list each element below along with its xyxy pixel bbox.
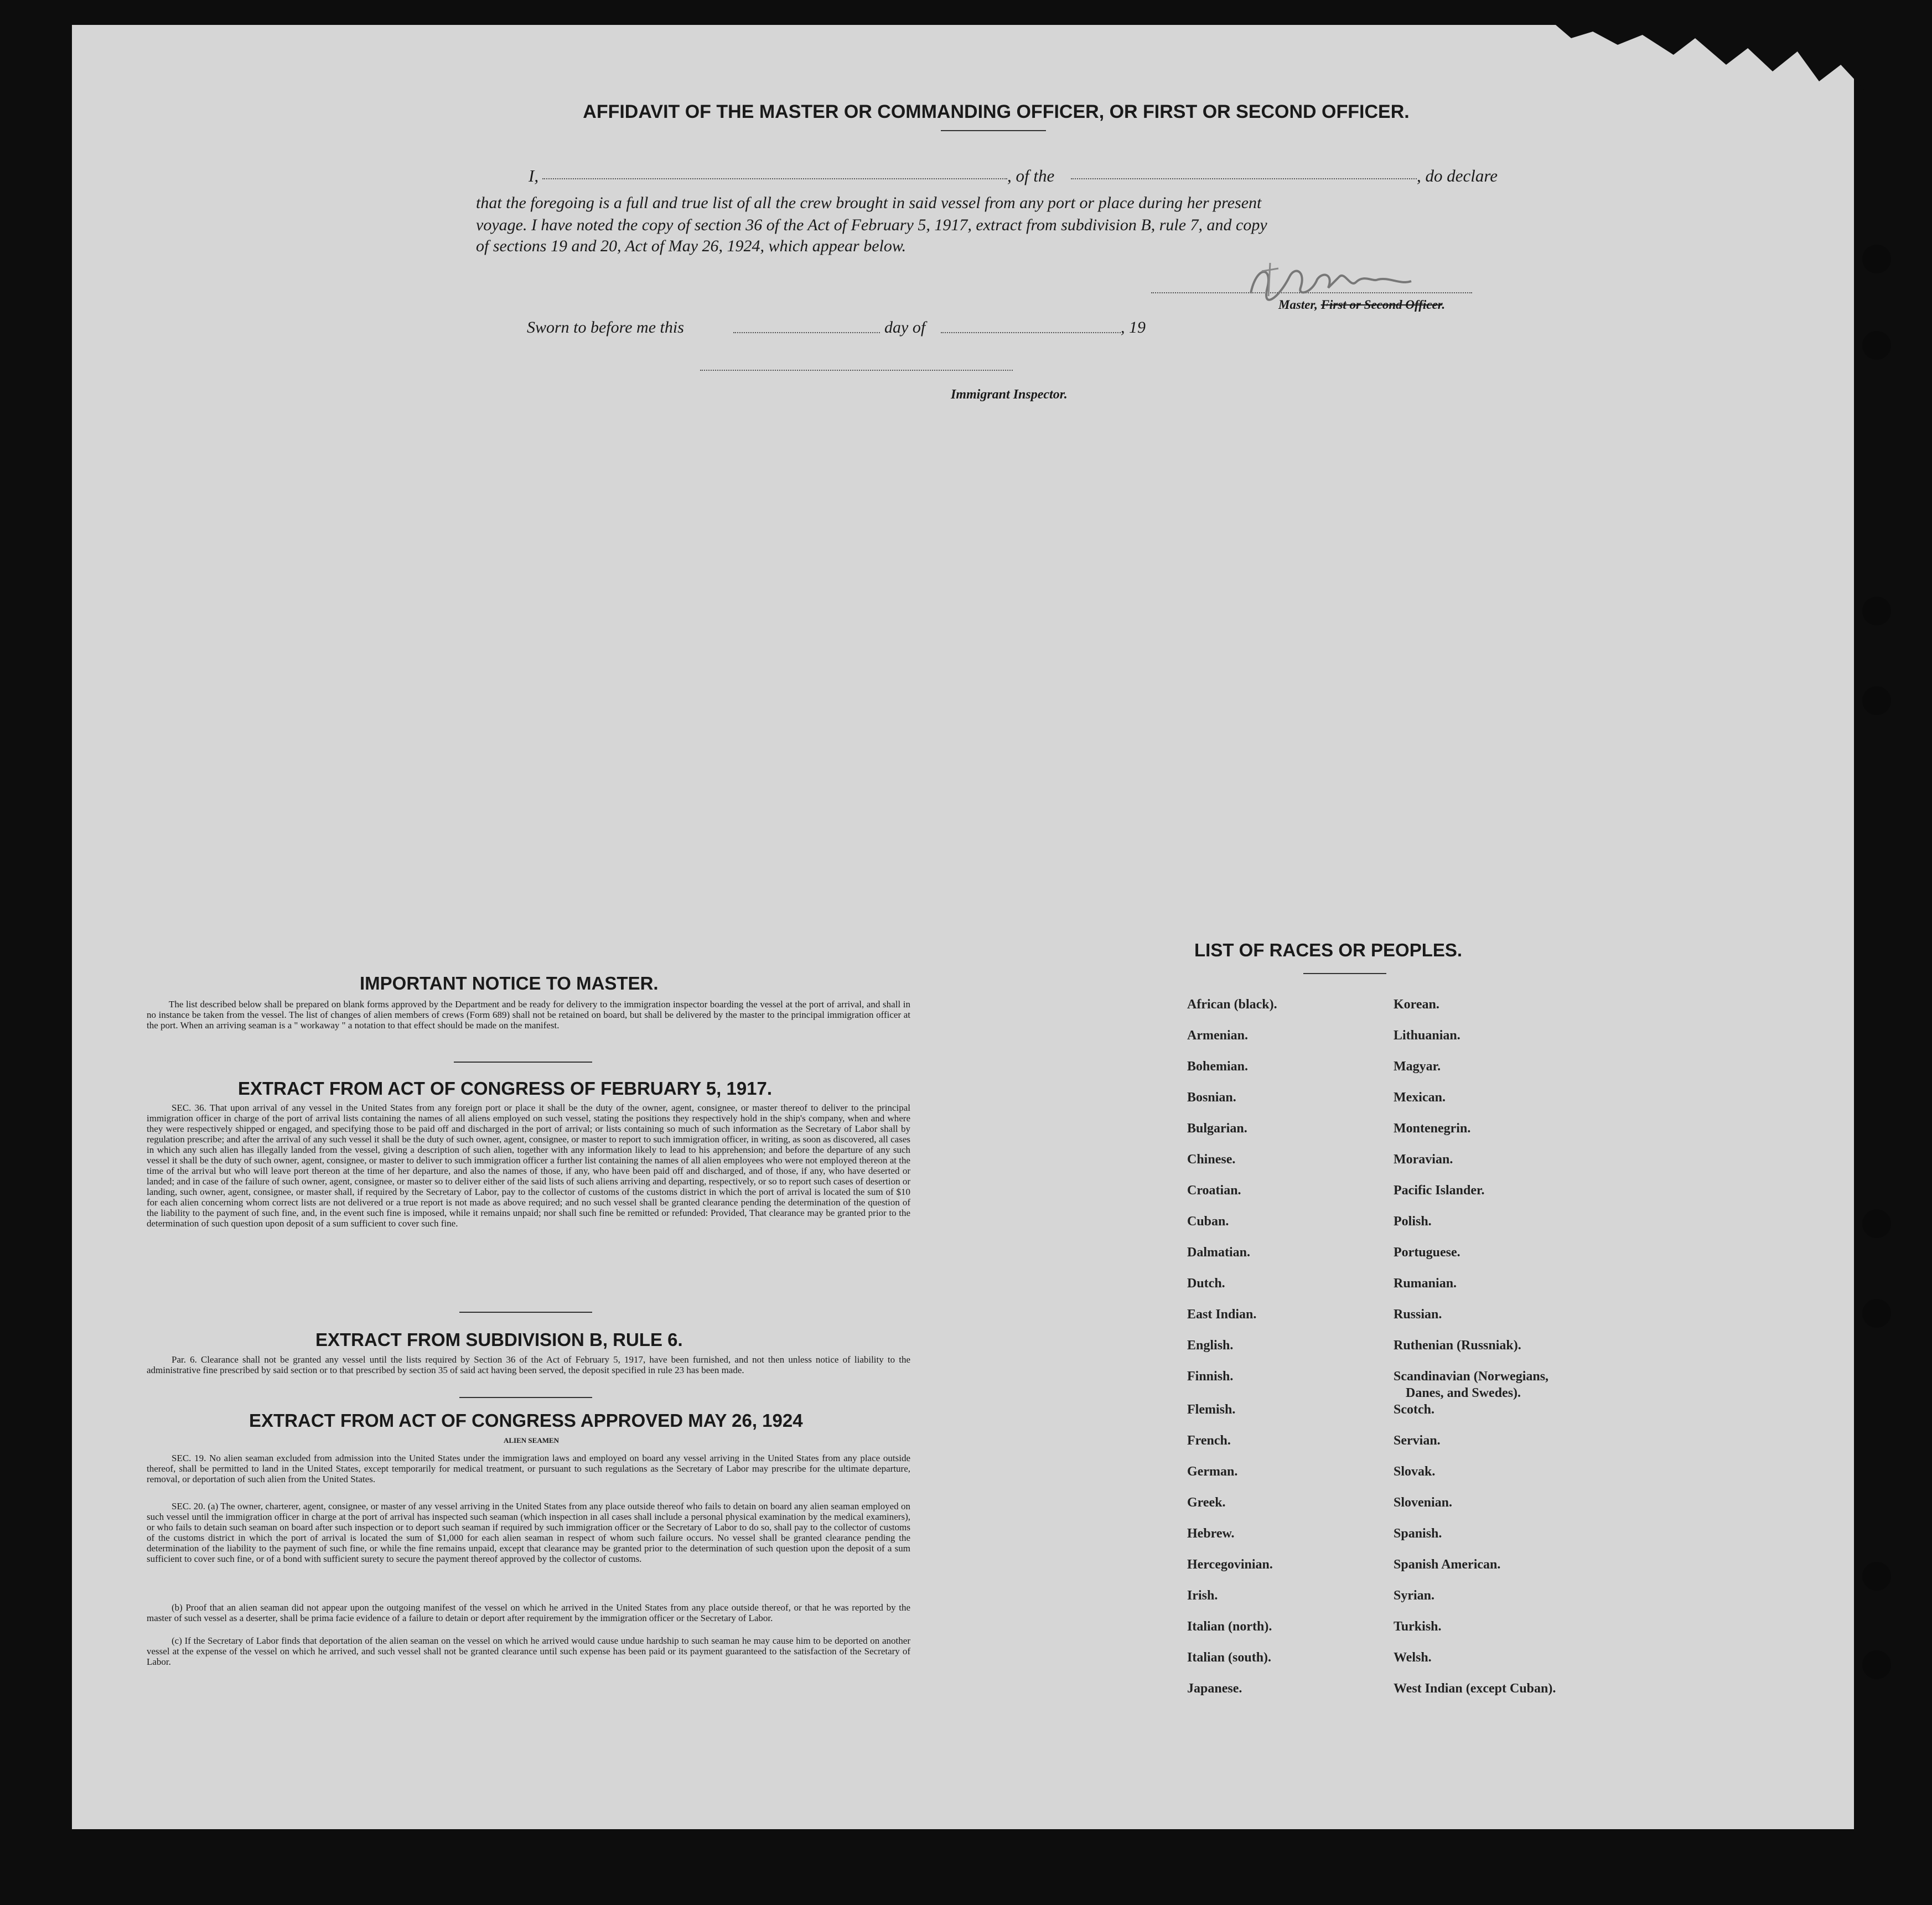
race-item: English. xyxy=(1187,1338,1234,1353)
divider xyxy=(459,1397,592,1398)
extract-1917-text: SEC. 36. That upon arrival of any vessel in the United States from any foreign port or place it shall be the duty of the owner, agent, consignee, or master thereof to deliver to the principal immigration officer in charge of the port of arrival lists containing the names of all aliens employed on such vessel, stating the positions they respectively hold in the ship's company, when and where they were respectively shipped or engaged, and specifying those to be paid off and discharged in the port of arrival; or lists containing so much of such information as the Secretary of Labor shall by regulation prescribe; and after the arrival of any such vessel it shall be the duty of such owner, agent, consignee, or master to report to such immigration officer, in writing, as soon as discovered, all cases in which any such alien has illegally landed from the vessel, giving a description of such alien, together with any information likely to lead to his apprehension; and before the departure of any such vessel it shall be the duty of such owner, agent, consignee, or master to deliver to such immigration officer a further list containing the names of all alien employees who were not employed thereon at the time of the arrival but who will leave port thereon at the time of her departure, and also the names of those, if any, who have been paid off and discharged, and of those, if any, who have deserted or landed; and in case of the failure of such owner, agent, consignee, or master so to deliver either of the said lists of such aliens arriving and departing, respectively, or so to report such cases of desertion or landing, such owner, agent, consignee, or master shall, if required by the Secretary of Labor, pay to the collector of customs of the customs district in which the port of arrival is located the sum of $10 for each alien concerning whom correct lists are not delivered or a true report is not made as above required; and no such vessel shall be granted clearance pending the determination of the question of the liability to the payment of such fine, and, in the event such fine is imposed, while it remains unpaid; nor shall such fine be remitted or refunded: Provided, That clearance may be granted prior to the determination of such question upon deposit of a sum sufficient to cover such fine. xyxy=(147,1102,910,1229)
signature-caption xyxy=(1278,298,1445,312)
race-item: Servian. xyxy=(1394,1433,1441,1448)
race-item: East Indian. xyxy=(1187,1307,1257,1322)
signature-struck-text: First or Second Officer xyxy=(1320,298,1442,312)
race-item: Bulgarian. xyxy=(1187,1121,1247,1136)
title-underline xyxy=(941,130,1046,131)
sworn-day-field[interactable] xyxy=(733,332,880,333)
declaration-line-3: of sections 19 and 20, Act of May 26, 1924, which appear below. xyxy=(476,237,907,255)
race-item: Spanish American. xyxy=(1394,1557,1501,1572)
sec20c-text: (c) If the Secretary of Labor finds that deportation of the alien seaman on the vessel on which he arrived would cause undue hardship to such seaman he may cause him to be deported on another vessel at the expense of the vessel on which he arrived, and such vessel shall not be granted clearance until such expense has been paid or its payment guaranteed to the satisfaction of the Secretary of Labor. xyxy=(147,1635,910,1667)
punch-hole xyxy=(1862,1650,1891,1679)
race-item: Croatian. xyxy=(1187,1183,1241,1198)
race-item: Slovenian. xyxy=(1394,1495,1453,1510)
inspector-label: Immigrant Inspector. xyxy=(951,387,1068,402)
inspector-signature-line[interactable] xyxy=(700,370,1013,371)
do-declare-label: , do declare xyxy=(1417,166,1498,185)
race-item: Scandinavian (Norwegians, xyxy=(1394,1369,1549,1384)
year-label: , 19 xyxy=(1121,318,1146,337)
race-item: Italian (south). xyxy=(1187,1650,1272,1665)
extract-1917-title: EXTRACT FROM ACT OF CONGRESS OF FEBRUARY 5, 1917. xyxy=(238,1078,773,1099)
race-item: Japanese. xyxy=(1187,1681,1242,1696)
race-item: Welsh. xyxy=(1394,1650,1432,1665)
race-item: Irish. xyxy=(1187,1588,1218,1603)
race-item: Pacific Islander. xyxy=(1394,1183,1485,1198)
sec20a-text: SEC. 20. (a) The owner, charterer, agent, consignee, or master of any vessel arriving in the United States from any place outside thereof who fails to detain on board any alien seaman employed on such vessel until the immigration officer in charge at the port of arrival has inspected such seaman (which inspection in all cases shall include a personal physical examination by the medical examiners), or who fails to detain such seaman on board after such inspection or to deport such seaman if required by such immigration officer or the Secretary of Labor to do so, shall pay to the collector of customs of the customs district in which the port of arrival is located the sum of $1,000 for each alien seaman in respect of whom such failure occurs. No vessel shall be granted clearance pending the determination of the liability to the payment of such fine, or while the fine remains unpaid, except that clearance may be granted prior to the determination of such question upon the deposit of a sum sufficient to cover such fine, or of a bond with sufficient surety to secure the payment thereof approved by the collector of customs. xyxy=(147,1501,910,1564)
race-item: Magyar. xyxy=(1394,1059,1441,1074)
subdivision-title: EXTRACT FROM SUBDIVISION B, RULE 6. xyxy=(315,1329,683,1350)
race-item: Hercegovinian. xyxy=(1187,1557,1273,1572)
race-item: Danes, and Swedes). xyxy=(1406,1386,1521,1400)
affidavit-title: AFFIDAVIT OF THE MASTER OR COMMANDING OFFICER, OR FIRST OR SECOND OFFICER. xyxy=(583,101,1410,122)
race-item: Spanish. xyxy=(1394,1526,1442,1541)
sec19-text: SEC. 19. No alien seaman excluded from admission into the United States under the immigration laws and employed on board any vessel arriving in the United States from any place outside thereof, shall be permitted to land in the United States, except temporarily for medical treatment, or pursuant to such regulations as the Secretary of Labor may prescribe for the ultimate departure, removal, or deportation of such alien from the United States. xyxy=(147,1453,910,1484)
race-item: Mexican. xyxy=(1394,1090,1446,1105)
race-item: Ruthenian (Russniak). xyxy=(1394,1338,1521,1353)
race-item: Italian (north). xyxy=(1187,1619,1272,1634)
punch-hole xyxy=(1862,686,1891,715)
races-title: LIST OF RACES OR PEOPLES. xyxy=(1194,940,1463,960)
subdivision-text: Par. 6. Clearance shall not be granted any vessel until the lists required by Section 36 of the Act of February 5, 1917, have been furnished, and not then unless notice of liability to the administrative fine prescribed by said section or to that prescribed by section 35 of said act having been served, the deposit specified in rule 23 has been made. xyxy=(147,1354,910,1375)
races-underline xyxy=(1303,973,1386,974)
race-item: Bohemian. xyxy=(1187,1059,1249,1074)
race-item: Hebrew. xyxy=(1187,1526,1235,1541)
punch-hole xyxy=(1862,331,1891,360)
race-item: African (black). xyxy=(1187,997,1277,1012)
sec20b-text: (b) Proof that an alien seaman did not appear upon the outgoing manifest of the vessel on which he arrived in the United States from any place outside thereof, or that he was reported by the master of such vessel as a deserter, shall be prima facie evidence of a failure to detain or deport after requirement by the immigration officer or the Secretary of Labor. xyxy=(147,1602,910,1623)
name-field[interactable] xyxy=(542,178,1007,179)
i-label: I, xyxy=(529,166,539,185)
race-item: Rumanian. xyxy=(1394,1276,1457,1291)
race-item: Slovak. xyxy=(1394,1464,1436,1479)
race-item: Turkish. xyxy=(1394,1619,1442,1634)
race-item: Dalmatian. xyxy=(1187,1245,1250,1260)
punch-hole xyxy=(1862,1209,1891,1238)
notice-text: The list described below shall be prepared on blank forms approved by the Department and be ready for delivery to the immigration inspector boarding the vessel at the port of arrival, and shall in no instance be taken from the vessel. The list of changes of alien members of crews (Form 689) shall not be retained on board, but shall be delivered by the master to the principal immigration officer at the port. When an arriving seaman is a " workaway " a notation to that effect should be made on the manifest. xyxy=(147,999,910,1031)
race-item: Montenegrin. xyxy=(1394,1121,1471,1136)
race-item: Cuban. xyxy=(1187,1214,1229,1229)
of-the-label: , of the xyxy=(1007,166,1055,185)
race-item: Bosnian. xyxy=(1187,1090,1236,1105)
punch-hole xyxy=(1862,1299,1891,1328)
punch-hole xyxy=(1862,245,1891,273)
race-item: Armenian. xyxy=(1187,1028,1248,1043)
race-item: Flemish. xyxy=(1187,1402,1236,1417)
race-item: German. xyxy=(1187,1464,1238,1479)
punch-hole xyxy=(1862,1562,1891,1591)
declaration-line-1: that the foregoing is a full and true list of all the crew brought in said vessel from any port or place during her present xyxy=(476,194,1262,212)
divider xyxy=(454,1062,592,1063)
divider xyxy=(459,1312,592,1313)
sworn-label: Sworn to before me this xyxy=(527,318,684,337)
race-item: Korean. xyxy=(1394,997,1439,1012)
race-item: Russian. xyxy=(1394,1307,1442,1322)
race-item: Syrian. xyxy=(1394,1588,1435,1603)
race-item: French. xyxy=(1187,1433,1231,1448)
race-item: Moravian. xyxy=(1394,1152,1453,1167)
extract-1924-subtitle: ALIEN SEAMEN xyxy=(504,1436,560,1445)
signature-end-text: . xyxy=(1442,298,1446,312)
race-item: West Indian (except Cuban). xyxy=(1394,1681,1556,1696)
race-item: Polish. xyxy=(1394,1214,1432,1229)
extract-1924-title: EXTRACT FROM ACT OF CONGRESS APPROVED MAY 26, 1924 xyxy=(249,1410,803,1431)
declaration-line-2: voyage. I have noted the copy of section 36 of the Act of February 5, 1917, extract from subdivision B, rule 7, and copy xyxy=(476,216,1267,234)
race-item: Lithuanian. xyxy=(1394,1028,1460,1043)
race-item: Portuguese. xyxy=(1394,1245,1460,1260)
race-item: Dutch. xyxy=(1187,1276,1225,1291)
day-of-label: day of xyxy=(884,318,926,337)
signature-image xyxy=(1245,255,1428,304)
race-item: Chinese. xyxy=(1187,1152,1236,1167)
race-item: Finnish. xyxy=(1187,1369,1234,1384)
race-item: Scotch. xyxy=(1394,1402,1434,1417)
vessel-field[interactable] xyxy=(1071,178,1417,179)
notice-title: IMPORTANT NOTICE TO MASTER. xyxy=(360,973,659,993)
punch-hole xyxy=(1862,597,1891,625)
signature-master-text: Master, xyxy=(1278,298,1321,312)
sworn-month-field[interactable] xyxy=(941,332,1121,333)
race-item: Greek. xyxy=(1187,1495,1226,1510)
